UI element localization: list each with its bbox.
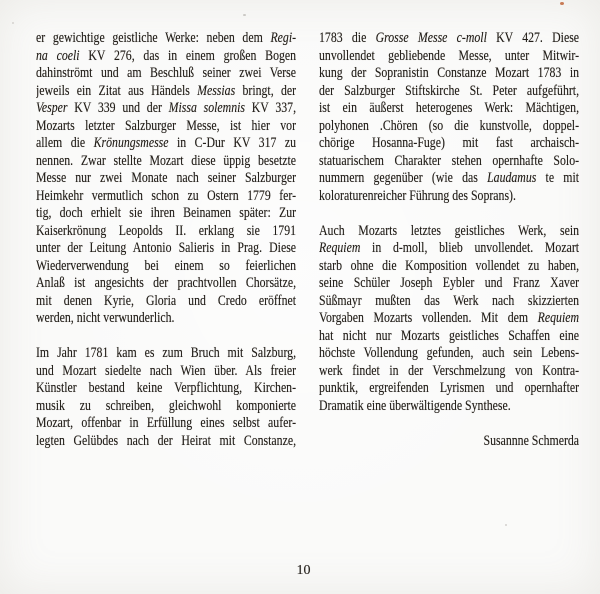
text-line [319, 258, 579, 276]
text-run: der Salzburger Stiftskirche St. Peter aufgeführt, [319, 82, 580, 99]
text-run: polyhonen .Chören (so die kunstvolle, doppel- [319, 117, 580, 134]
text-run: seine Schüler Joseph Eybler und Franz Xaver [319, 275, 580, 291]
text-line [36, 100, 296, 118]
paragraph [36, 30, 296, 328]
text-line [319, 328, 579, 346]
text-line [36, 433, 296, 451]
text-run: punktik, ergreifenden Lyrismen und opernhafter [319, 380, 580, 396]
text-line [36, 380, 296, 398]
scan-speck-icon [560, 2, 564, 5]
text-run: statuarischem Charakter stehen opernhafte Solo- [319, 152, 580, 169]
text-line [36, 65, 296, 83]
text-line [319, 65, 579, 83]
text-line [36, 240, 296, 258]
text-line [36, 275, 296, 293]
text-run: er gewichtige geistliche Werke: neben dem [36, 30, 271, 46]
text-run: in d-moll, blieb unvollendet. Mozart [360, 240, 580, 256]
text-line [36, 310, 296, 328]
text-run: bringt, der [235, 82, 297, 99]
text-line [36, 258, 296, 276]
text-line [319, 118, 579, 136]
text-line [319, 30, 579, 48]
text-line [319, 345, 579, 363]
scan-speck-icon [243, 14, 246, 16]
italic-text-run: Laudamus [487, 170, 537, 186]
italic-text-run: Requiem [537, 310, 580, 326]
text-line [36, 30, 296, 48]
text-run: und Mozart siedelte nach Wien über. Als freier [36, 362, 297, 379]
text-run: Anlaß ist angesichts der prachtvollen Chorsätze, [36, 275, 297, 291]
italic-text-run: Vesper [36, 100, 68, 116]
text-run: Mozart, offenbar in Erfüllung eines selbst aufer- [36, 415, 297, 431]
column-left [36, 30, 296, 450]
text-run: Vorgaben Mozarts vollenden. Mit dem [319, 310, 538, 326]
text-line [36, 415, 296, 433]
paragraph [319, 433, 579, 451]
text-line [319, 380, 579, 398]
text-line [36, 188, 296, 206]
text-run: legten Gelübdes nach der Heirat mit Constanze, [36, 432, 297, 449]
text-run: nummern gegenüber (wie das [319, 170, 488, 186]
text-run: werk findet in der Verschmelzung von Kontra- [319, 362, 580, 379]
text-run: mit denen Kyrie, Gloria und Credo eröffnet [36, 292, 297, 309]
text-run: höchste Vollendung gefunden, auch sein Lebens- [319, 345, 580, 361]
paragraph [36, 345, 296, 450]
italic-text-run: na coeli [36, 47, 80, 64]
paragraph [319, 30, 579, 205]
text-line [319, 100, 579, 118]
text-line [36, 170, 296, 188]
text-run: Künstler bestand keine Verpflichtung, Kirchen- [36, 380, 297, 396]
text-run: te mit [536, 170, 580, 186]
text-run: KV 339 und der [67, 100, 169, 116]
text-run: Dramatik eine überwältigende Synthese. [319, 397, 511, 414]
column-right [319, 30, 579, 450]
text-run: koloraturenreicher Führung des Soprans). [319, 187, 516, 204]
text-run: musik zu schreiben, gleichwohl komponierte [36, 397, 297, 414]
text-run: KV 276, das in einem großen Bogen [79, 47, 297, 64]
text-run: in C-Dur KV 317 zu [168, 135, 297, 151]
paragraph [319, 223, 579, 416]
text-line [319, 135, 579, 153]
text-line [36, 223, 296, 241]
italic-text-run: Requiem [319, 240, 361, 256]
text-run: allem die [36, 135, 94, 151]
text-run: Susannne Schmerda [483, 432, 580, 449]
italic-text-run: Missa solemnis [168, 100, 246, 116]
text-run: 1783 die [319, 30, 376, 46]
scan-speck-icon [12, 22, 14, 24]
italic-text-run: Grosse Messe c-moll [375, 30, 487, 46]
text-line [319, 153, 579, 171]
text-run: jeweils ein Zitat aus Händels [36, 82, 198, 99]
text-line [319, 310, 579, 328]
text-run: Kaiserkrönung Leopolds II. erklang sie 1791 [36, 222, 297, 239]
text-run: unvollendet gebliebende Messe, unter Mitwir- [319, 47, 580, 64]
text-line [36, 345, 296, 363]
text-line [319, 293, 579, 311]
text-run: werden, nicht verwunderlich. [36, 310, 175, 326]
text-run: starb ohne die Komposition vollendet zu haben, [319, 257, 580, 274]
text-line [36, 48, 296, 66]
text-line [319, 223, 579, 241]
text-run: unter der Leitung Antonio Salieris in Prag. Diese [36, 240, 297, 256]
scan-speck-icon [505, 524, 507, 526]
text-run: dahinströmt und am Beschluß seiner zwei Verse [36, 65, 297, 81]
text-run: tig, doch erhielt sie ihren Beinamen später: Zur [36, 205, 297, 221]
page-number: 10 [296, 563, 311, 578]
text-run: KV 337, [245, 100, 297, 116]
text-run: Heimkehr vermutlich schon zu Ostern 1779 fer- [36, 187, 297, 204]
text-line [36, 153, 296, 171]
text-run: Wiederverwendung bei einem so feierlichen [36, 257, 297, 274]
author-signature [319, 433, 579, 451]
text-line [319, 240, 579, 258]
italic-text-run: Regi- [270, 30, 297, 46]
text-line [319, 398, 579, 416]
text-run: Süßmayr mußten das Werk nach skizzierten [319, 292, 580, 309]
text-line [319, 48, 579, 66]
text-run: nennen. Zwar stellte Mozart diese üppig besetzte [36, 152, 297, 169]
text-line [36, 83, 296, 101]
text-line [36, 363, 296, 381]
text-line [36, 135, 296, 153]
text-run: chörige Hosanna-Fuge) mit fast archaisch- [319, 135, 580, 151]
italic-text-run: Krönungsmesse [93, 135, 169, 151]
text-line [36, 205, 296, 223]
text-run: kung der Sopranistin Constanze Mozart 1783 in [319, 65, 580, 81]
text-run: hat nicht nur Mozarts geistliches Schaffen eine [319, 327, 580, 344]
text-line [36, 398, 296, 416]
text-line [319, 188, 579, 206]
text-line [319, 363, 579, 381]
text-line [36, 293, 296, 311]
text-line [36, 118, 296, 136]
text-line [319, 170, 579, 188]
text-run: Mozarts letzter Salzburger Messe, ist hier vor [36, 117, 297, 134]
text-run: ist ein äußerst heterogenes Werk: Mächtigen, [319, 100, 580, 116]
text-run: Auch Mozarts letztes geistliches Werk, sein [319, 222, 580, 239]
text-run: Im Jahr 1781 kam es zum Bruch mit Salzburg, [36, 345, 297, 361]
text-run: KV 427. Diese [486, 30, 580, 46]
italic-text-run: Messias [197, 82, 236, 99]
text-line [319, 83, 579, 101]
text-run: Messe nur zwei Monate nach seiner Salzburger [36, 170, 297, 186]
text-line [319, 275, 579, 293]
